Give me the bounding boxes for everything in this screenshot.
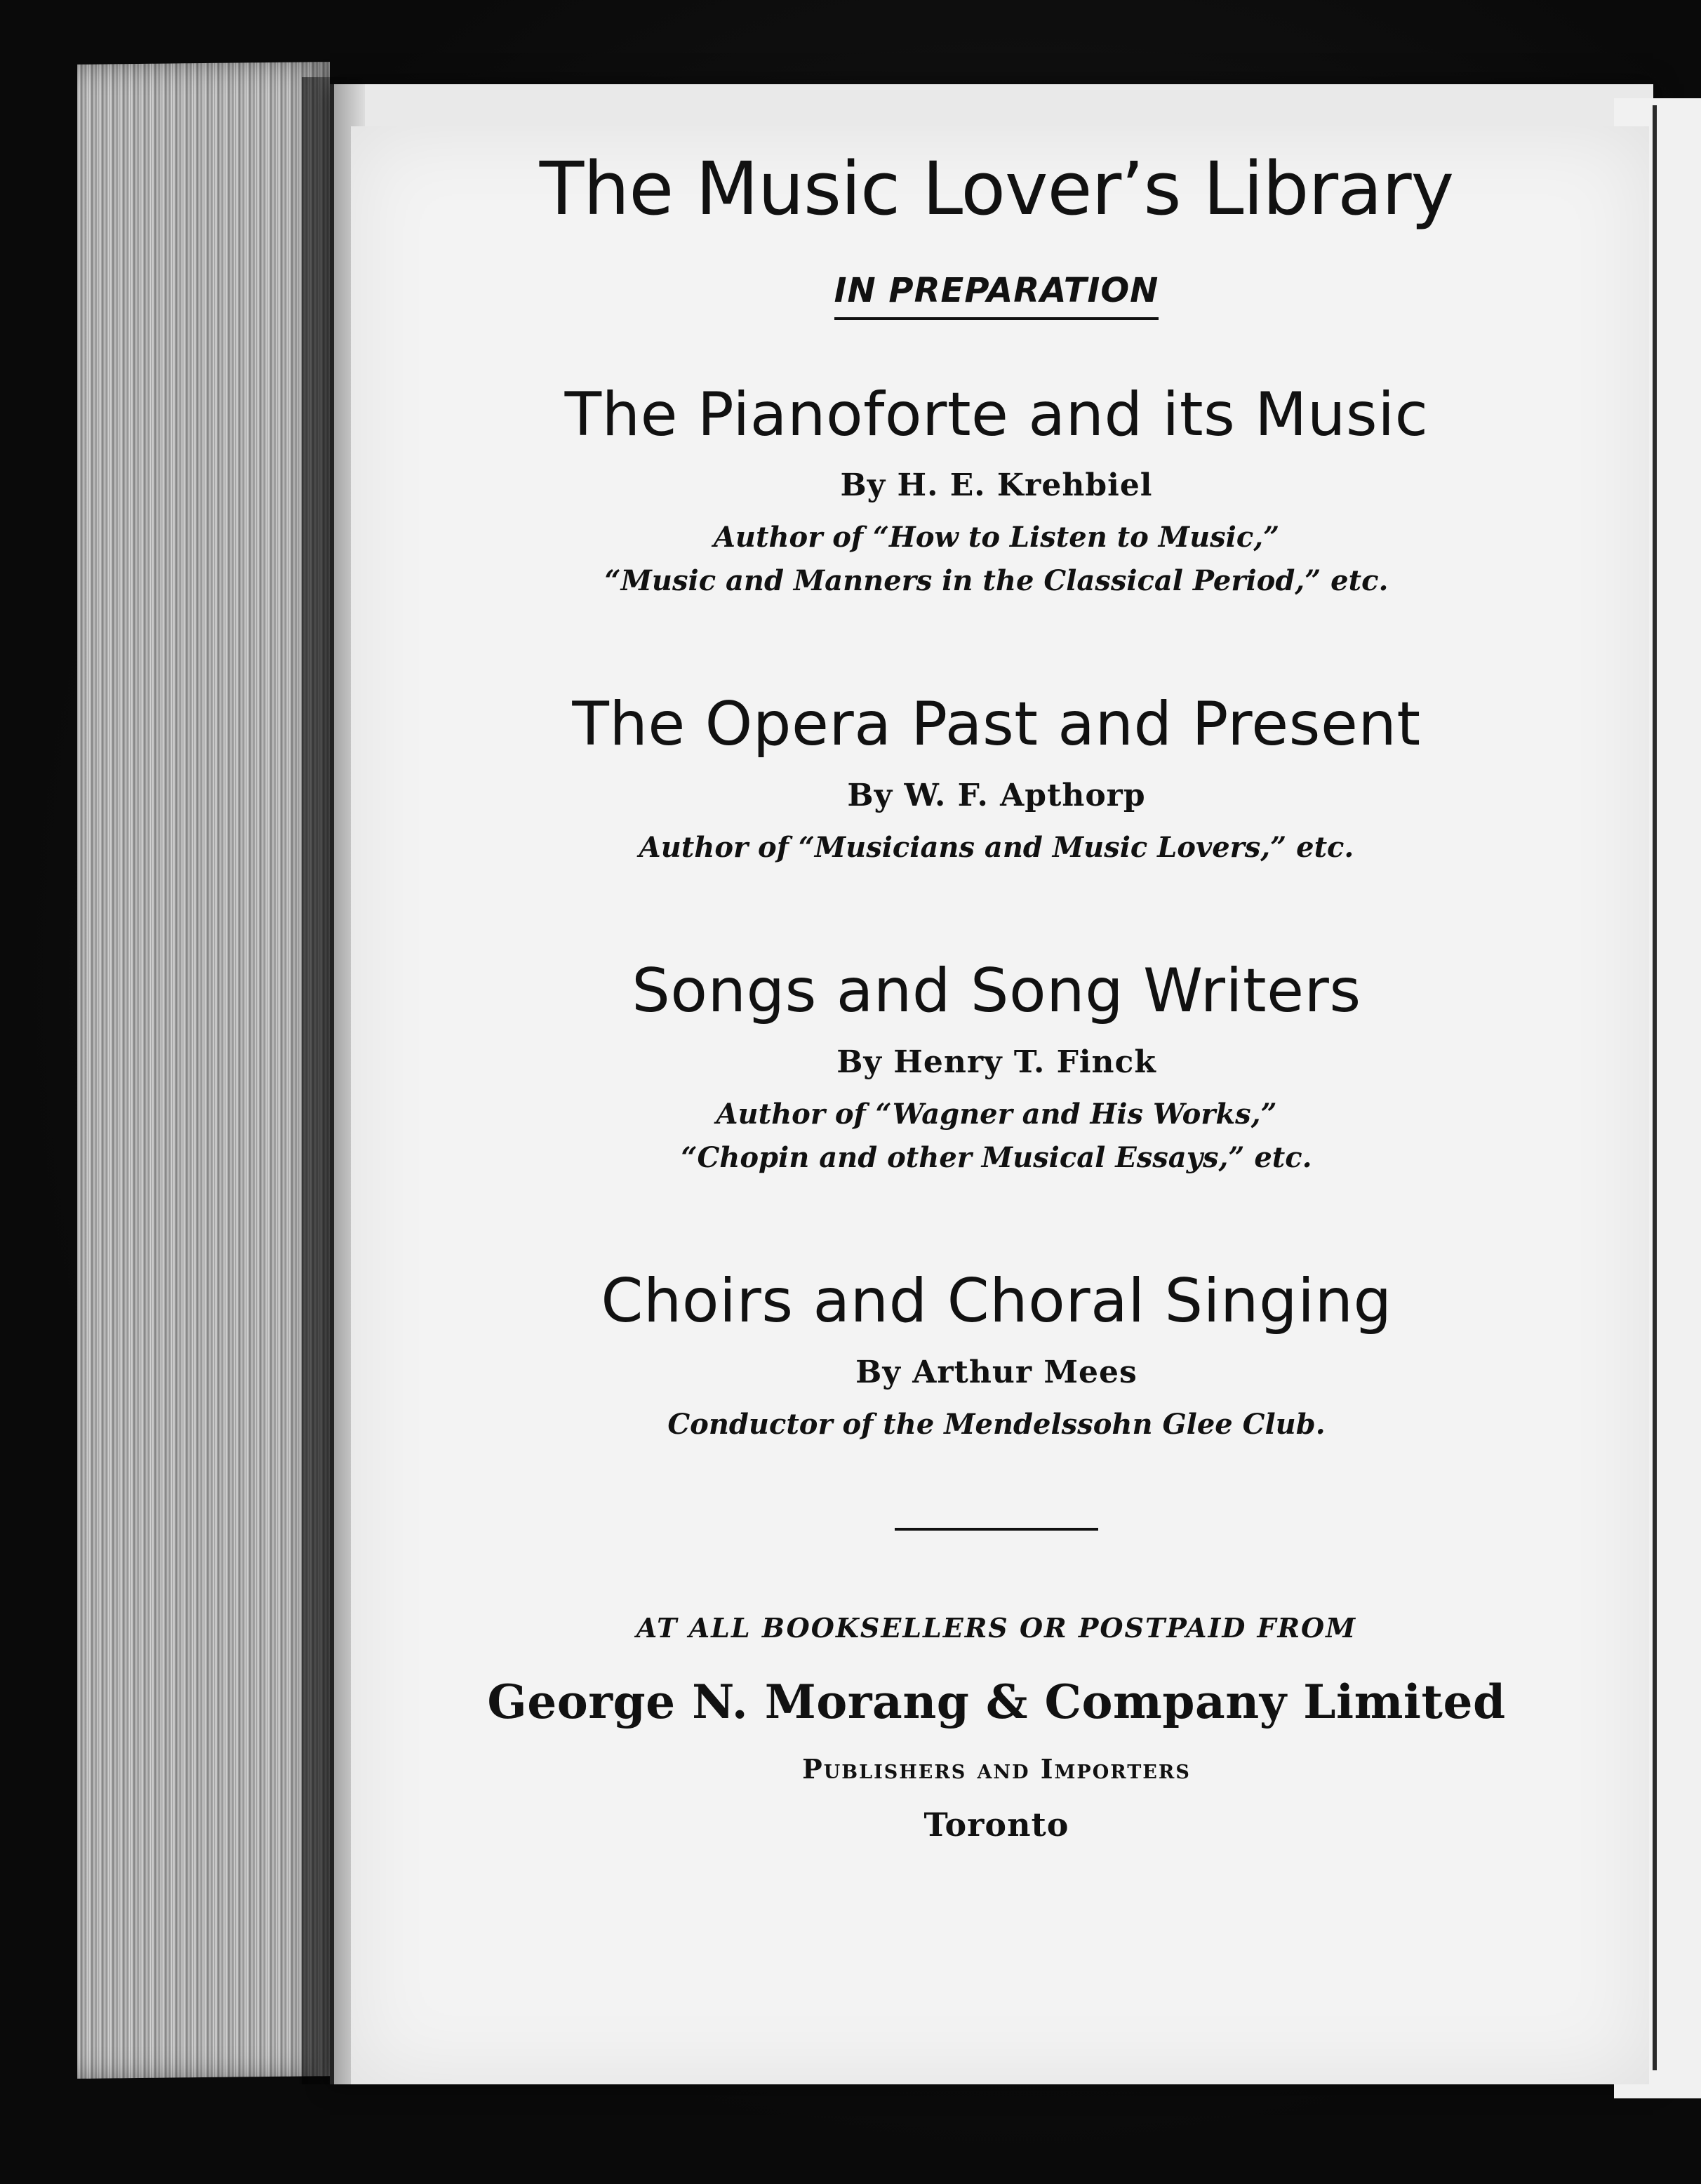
book-title: The Pianoforte and its Music [564,379,1429,450]
publisher-city: Toronto [923,1806,1069,1844]
book-entry-opera [393,690,1600,870]
book-title: Choirs and Choral Singing [601,1266,1392,1337]
publisher-name: George N. Morang & Company Limited [487,1674,1506,1730]
section-label: IN PREPARATION [834,271,1159,320]
author-credit-line: “Chopin and other Musical Essays,” etc. [681,1141,1312,1175]
author-credits [393,1403,1600,1446]
author-credit-line: Author of “Wagner and His Works,” [716,1098,1277,1131]
publisher-role: Publishers and Importers [802,1753,1191,1785]
author-credit-line: Conductor of the Mendelssohn Glee Club. [667,1408,1326,1441]
availability-note: AT ALL BOOKSELLERS OR POSTPAID FROM [636,1612,1357,1644]
book-author: By H. E. Krehbiel [840,467,1153,504]
author-credits [393,1093,1600,1180]
author-credit-line: Author of “Musicians and Music Lovers,” etc. [639,831,1354,865]
book-title: The Opera Past and Present [572,689,1421,760]
divider-rule [895,1528,1098,1531]
book-author: By Arthur Mees [855,1354,1138,1391]
page-content [393,147,1600,1844]
author-credit-line: “Music and Manners in the Classical Period,” etc. [604,564,1389,598]
author-credit-line: Author of “How to Listen to Music,” [713,521,1280,554]
book-page-edges [77,62,330,2079]
book-author: By Henry T. Finck [836,1044,1156,1081]
facing-page-border [1653,105,1657,2070]
author-credits [393,826,1600,870]
book-entry-choirs [393,1267,1600,1446]
book-title: Songs and Song Writers [632,956,1361,1027]
book-author: By W. F. Apthorp [847,778,1146,814]
book-entry-songs [393,957,1600,1180]
author-credits [393,516,1600,603]
book-entry-pianoforte [393,380,1600,604]
page-title: The Music Lover’s Library [539,146,1454,232]
